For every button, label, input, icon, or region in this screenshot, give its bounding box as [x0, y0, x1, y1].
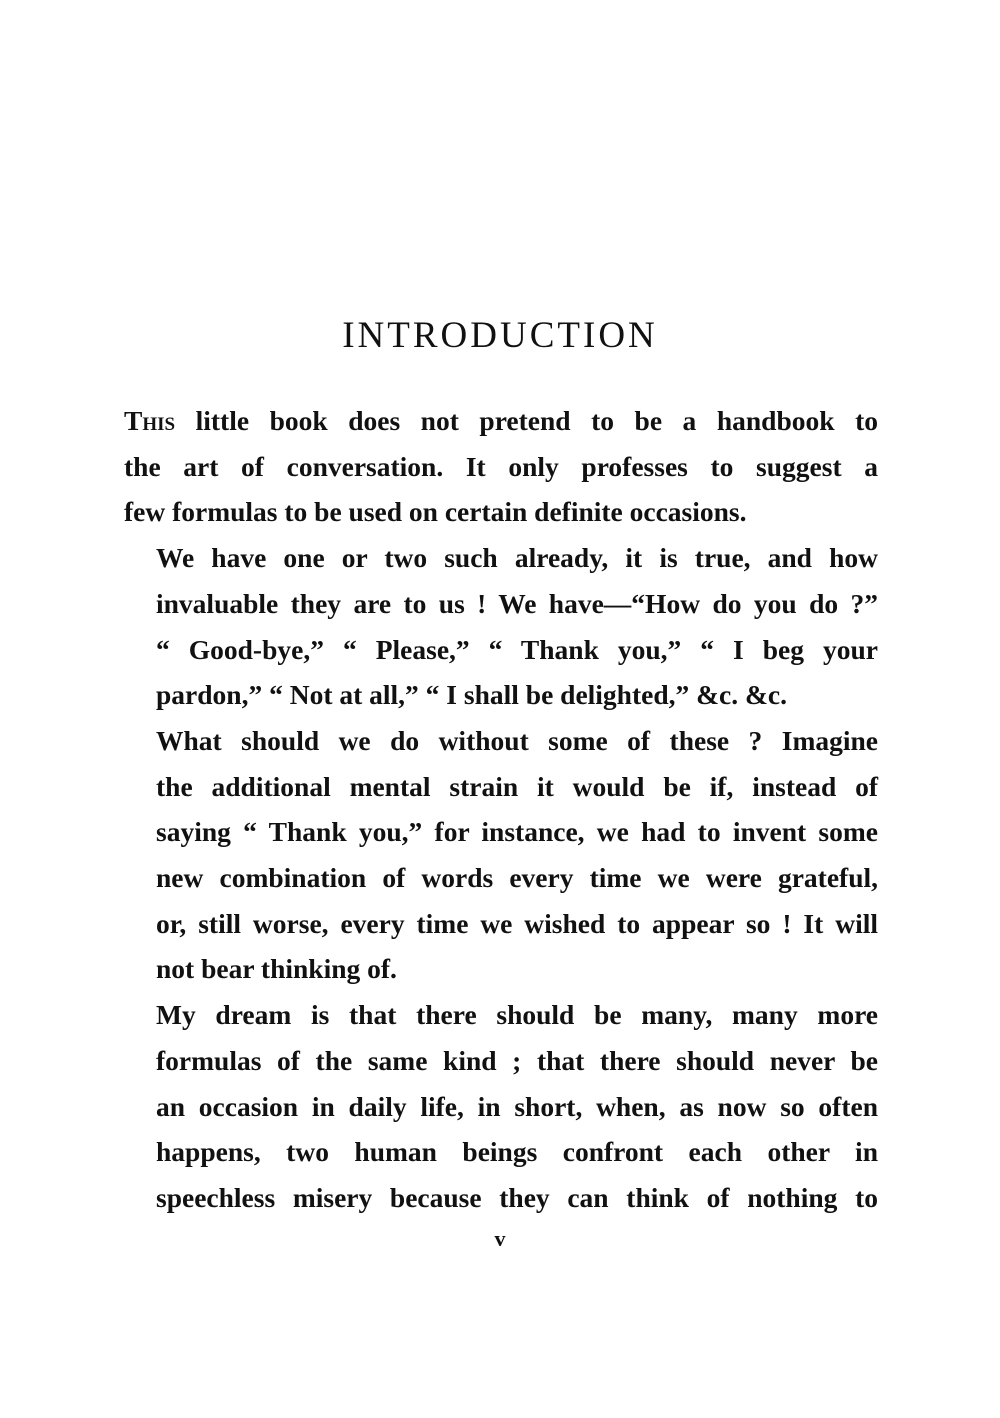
text-line: few formulas to be used on certain definite occasions. [124, 496, 747, 528]
text-line: formulas of the same kind ; that there should never be [156, 1044, 878, 1076]
text-line: “ Good-bye,” “ Please,” “ Thank you,” “ I beg your [156, 633, 878, 665]
text-line: happens, two human beings confront each other in [156, 1136, 878, 1168]
page-number: v [494, 1226, 506, 1251]
text-line: What should we do without some of these ? Imagine [156, 724, 878, 756]
text-line: the additional mental strain it would be if, instead of [156, 770, 878, 802]
text-line: or, still worse, every time we wished to appear so ! It will [156, 907, 878, 939]
text-line: My dream is that there should be many, many more [156, 999, 878, 1031]
text-line: speechless misery because they can think of nothing to [156, 1181, 878, 1213]
text-line: not bear thinking of. [156, 953, 397, 985]
paragraph-4 [124, 992, 878, 1221]
paragraph-2 [124, 535, 878, 718]
text-line: new combination of words every time we were grateful, [156, 862, 878, 894]
text-line: We have one or two such already, it is true, and how [156, 542, 878, 574]
text-line: an occasion in daily life, in short, when, as now so often [156, 1090, 878, 1122]
text-line: the art of conversation. It only professes to suggest a [124, 450, 878, 482]
introduction-body [124, 398, 878, 1221]
page-title: INTRODUCTION [342, 315, 658, 356]
text-line: saying “ Thank you,” for instance, we had to invent some [156, 816, 878, 848]
text-line: This little book does not pretend to be a handbook to [124, 405, 878, 436]
paragraph-3 [124, 718, 878, 992]
drop-word: This [124, 405, 176, 436]
text-line: invaluable they are to us ! We have—“How do you do ?” [156, 587, 878, 619]
text-line: pardon,” “ Not at all,” “ I shall be delighted,” &c. &c. [156, 679, 787, 711]
paragraph-1 [124, 398, 878, 535]
